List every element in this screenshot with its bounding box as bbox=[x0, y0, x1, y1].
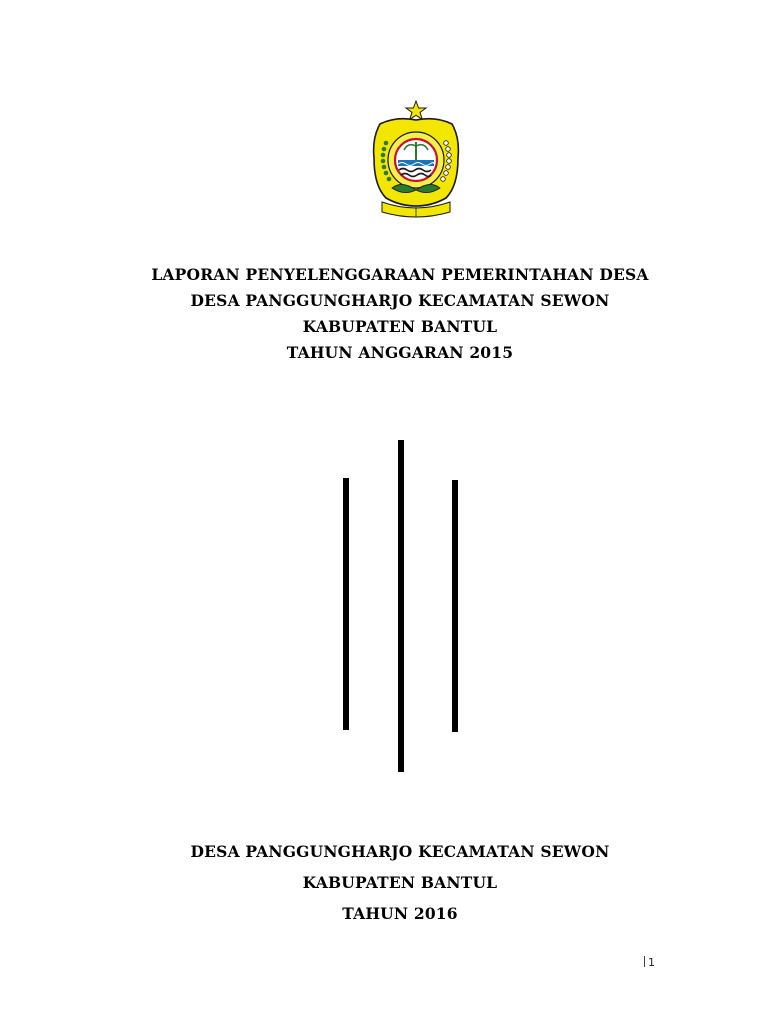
page-number-separator bbox=[644, 956, 645, 967]
decorative-bar-center bbox=[398, 440, 404, 772]
star-icon bbox=[406, 101, 426, 120]
publisher-line-3: TAHUN 2016 bbox=[342, 904, 458, 923]
report-title-line-4: TAHUN ANGGARAN 2015 bbox=[286, 343, 514, 362]
report-title-line-1: LAPORAN PENYELENGGARAAN PEMERINTAHAN DESA bbox=[151, 265, 649, 284]
publisher-line-2: KABUPATEN BANTUL bbox=[302, 873, 498, 892]
page-number bbox=[644, 956, 655, 969]
publisher-block bbox=[0, 836, 768, 929]
regency-emblem-logo bbox=[366, 98, 466, 222]
report-title-block bbox=[0, 262, 768, 366]
decorative-bar-right bbox=[452, 480, 458, 732]
page-number-value: 1 bbox=[648, 956, 655, 969]
decorative-bar-left bbox=[343, 478, 349, 730]
report-title-line-2: DESA PANGGUNGHARJO KECAMATAN SEWON bbox=[190, 291, 610, 310]
publisher-line-1: DESA PANGGUNGHARJO KECAMATAN SEWON bbox=[190, 842, 610, 861]
report-title-line-3: KABUPATEN BANTUL bbox=[302, 317, 498, 336]
